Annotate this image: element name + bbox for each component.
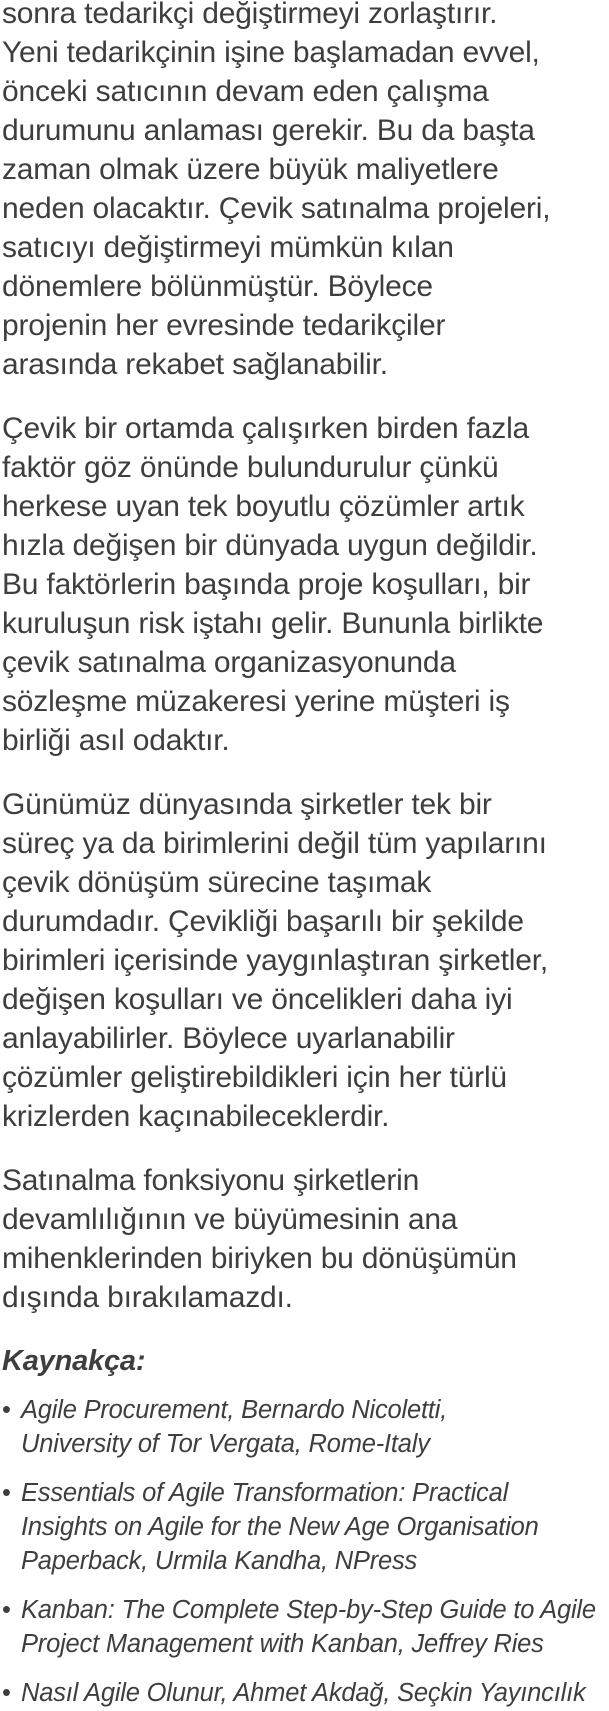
paragraph-line: neden olacaktır. Çevik satınalma projeleri, — [2, 192, 551, 225]
paragraph-line: arasında rekabet sağlanabilir. — [2, 348, 388, 381]
paragraph-line: Satınalma fonksiyonu şirketlerin — [2, 1164, 420, 1197]
paragraph-line: Yeni tedarikçinin işine başlamadan evvel, — [2, 36, 540, 69]
paragraph-line: birliği asıl odaktır. — [2, 724, 230, 757]
paragraph-line: krizlerden kaçınabileceklerdir. — [2, 1100, 390, 1133]
paragraph-line: durumunu anlaması gerekir. Bu da başta — [2, 114, 535, 147]
paragraph-line: hızla değişen bir dünyada uygun değildir. — [2, 529, 538, 562]
bullet-marker: • — [2, 1596, 11, 1624]
bibliography-item — [2, 1476, 609, 1578]
bibliography-line: University of Tor Vergata, Rome-Italy — [21, 1430, 430, 1458]
bullet-marker: • — [2, 1396, 11, 1424]
paragraph — [2, 0, 609, 384]
paragraph-line: değişen koşulları ve öncelikleri daha iyi — [2, 983, 513, 1016]
paragraph — [2, 785, 609, 1136]
paragraph-line: devamlılığının ve büyümesinin ana — [2, 1203, 458, 1236]
paragraph-line: önceki satıcının devam eden çalışma — [2, 75, 489, 108]
paragraph-line: Çevik bir ortamda çalışırken birden fazla — [2, 412, 530, 445]
paragraph-line: herkese uyan tek boyutlu çözümler artık — [2, 490, 525, 523]
paragraph-line: çevik satınalma organizasyonunda — [2, 646, 456, 679]
paragraph-line: sözleşme müzakeresi yerine müşteri iş — [2, 685, 510, 718]
bibliography-list — [2, 1393, 609, 1710]
paragraph-line: faktör göz önünde bulundurulur çünkü — [2, 451, 499, 484]
paragraph — [2, 1161, 609, 1317]
bibliography-line: Project Management with Kanban, Jeffrey Ries — [21, 1630, 544, 1658]
paragraph-line: dışında bırakılamazdı. — [2, 1281, 293, 1314]
paragraph-line: zaman olmak üzere büyük maliyetlere — [2, 153, 499, 186]
paragraph — [2, 409, 609, 760]
bibliography-line: Nasıl Agile Olunur, Ahmet Akdağ, Seçkin Yayıncılık — [21, 1679, 586, 1707]
paragraph-line: çevik dönüşüm sürecine taşımak — [2, 866, 432, 899]
bibliography-line: Essentials of Agile Transformation: Practical — [21, 1479, 509, 1507]
paragraph-line: Bu faktörlerin başında proje koşulları, bir — [2, 568, 531, 601]
bibliography-heading: Kaynakça: — [2, 1345, 146, 1377]
bibliography-item — [2, 1593, 609, 1661]
paragraph-line: çözümler geliştirebildikleri için her türlü — [2, 1061, 507, 1094]
paragraph-line: birimleri içerisinde yaygınlaştıran şirketler, — [2, 944, 548, 977]
bullet-marker: • — [2, 1679, 11, 1707]
paragraph-line: durumdadır. Çevikliği başarılı bir şekilde — [2, 905, 524, 938]
bibliography-line: Paperback, Urmila Kandha, NPress — [21, 1547, 418, 1575]
body-paragraphs — [2, 0, 609, 1317]
paragraph-line: Günümüz dünyasında şirketler tek bir — [2, 788, 492, 821]
bibliography-line: Agile Procurement, Bernardo Nicoletti, — [21, 1396, 448, 1424]
paragraph-line: dönemlere bölünmüştür. Böylece — [2, 270, 433, 303]
bullet-marker: • — [2, 1479, 11, 1507]
paragraph-line: sonra tedarikçi değiştirmeyi zorlaştırır. — [2, 0, 498, 30]
paragraph-line: süreç ya da birimlerini değil tüm yapılarını — [2, 827, 547, 860]
bibliography-line: Insights on Agile for the New Age Organisation — [21, 1513, 539, 1541]
bibliography-item — [2, 1676, 609, 1710]
paragraph-line: mihenklerinden biriyken bu dönüşümün — [2, 1242, 517, 1275]
paragraph-line: kuruluşun risk iştahı gelir. Bununla birlikte — [2, 607, 544, 640]
bibliography-item — [2, 1393, 609, 1461]
paragraph-line: anlayabilirler. Böylece uyarlanabilir — [2, 1022, 455, 1055]
paragraph-line: satıcıyı değiştirmeyi mümkün kılan — [2, 231, 454, 264]
paragraph-line: projenin her evresinde tedarikçiler — [2, 309, 446, 342]
bibliography-line: Kanban: The Complete Step-by-Step Guide to Agile — [21, 1596, 596, 1624]
